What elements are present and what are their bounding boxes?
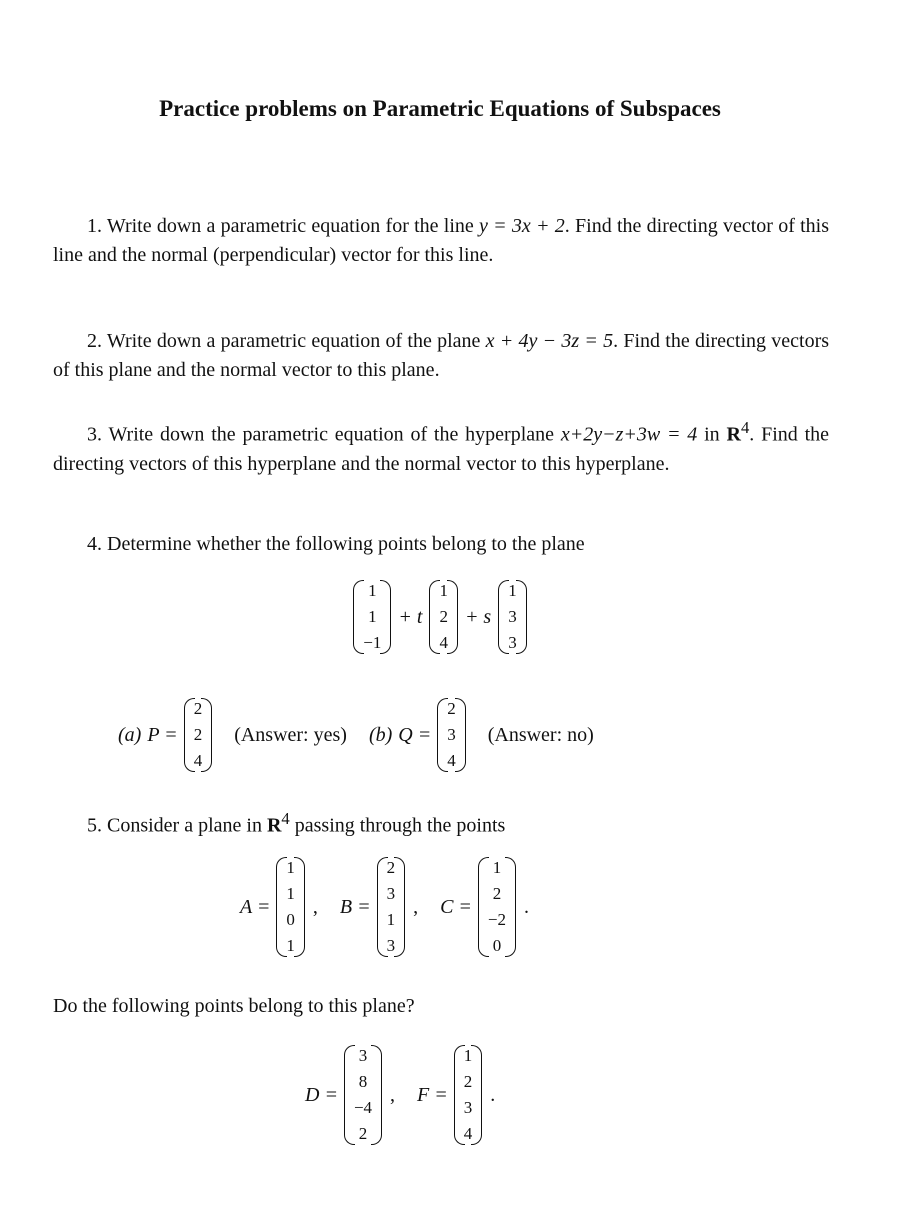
problem-3: 3. Write down the parametric equation of the hyperplane x+2y−z+3w = 4 in $R^4$. Find the directing vectors of this hyperplane and the normal vector to this hyperplane. — [53, 418, 830, 475]
problem-2: 2. Write down a parametric equation of the plane x + 4y − 3z = 5. Find the directing vectors of this plane and the normal vector to this plane. — [53, 330, 830, 381]
point-f-vector: 1 2 3 4 — [454, 1043, 483, 1147]
points-pq: (a) P = 2 2 4 (Answer: yes) (b) Q = 2 3 4 (Answer: no) — [118, 696, 594, 774]
points-abc: A = 1 1 0 1 , B = 2 3 1 3 , C = 1 2 −2 0 . — [240, 855, 529, 959]
problem-5-number: 5. — [87, 814, 102, 837]
point-b-vector: 2 3 1 3 — [377, 855, 406, 959]
answer-b: (Answer: no) — [487, 723, 594, 746]
real-space-symbol: R — [726, 423, 741, 446]
problem-3-equation: x+2y−z+3w = 4 — [560, 423, 698, 446]
problem-5: 5. Consider a plane in $R^4$ passing through the points — [87, 809, 506, 837]
points-df: D = 3 8 −4 2 , F = 1 2 3 4 . — [305, 1043, 495, 1147]
problem-3-number: 3. — [87, 423, 102, 446]
plane-equation: 1 1 −1 + t 1 2 4 + s 1 3 3 — [0, 578, 880, 656]
problem-4-number: 4. — [87, 533, 102, 555]
page-title: Practice problems on Parametric Equations of Subspaces — [159, 96, 721, 121]
question-text: Do the following points belong to this plane? — [53, 995, 415, 1017]
direction-vector-1: 1 2 4 — [429, 578, 458, 656]
point-d-vector: 3 8 −4 2 — [344, 1043, 382, 1147]
point-q-vector: 2 3 4 — [437, 696, 466, 774]
problem-2-equation: x + 4y − 3z = 5 — [485, 330, 614, 352]
base-point-vector: 1 1 −1 — [353, 578, 391, 656]
answer-a: (Answer: yes) — [234, 723, 347, 746]
point-a-vector: 1 1 0 1 — [276, 855, 305, 959]
problem-1-equation: y = 3x + 2 — [479, 215, 565, 237]
point-p-vector: 2 2 4 — [184, 696, 213, 774]
problem-1: 1. Write down a parametric equation for the line y = 3x + 2. Find the directing vector of this line and the normal (perpendicular) vector for this line. — [53, 215, 830, 266]
problem-1-number: 1. — [87, 215, 102, 237]
point-c-vector: 1 2 −2 0 — [478, 855, 516, 959]
problem-2-number: 2. — [87, 330, 102, 352]
problem-4: 4. Determine whether the following points belong to the plane — [87, 533, 585, 555]
direction-vector-2: 1 3 3 — [498, 578, 527, 656]
